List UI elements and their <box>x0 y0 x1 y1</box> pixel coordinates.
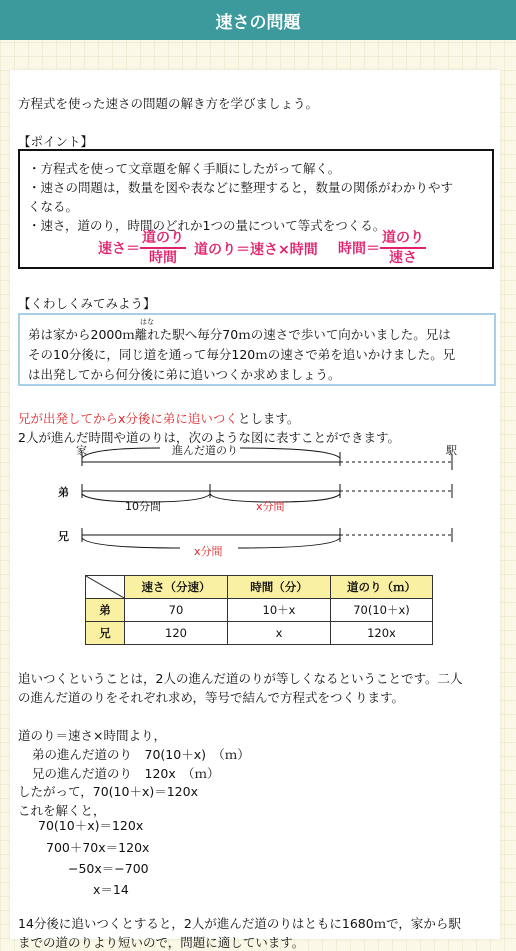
ruby-text: はな <box>140 318 154 326</box>
label-elder: 兄 <box>58 530 69 543</box>
assumption-rest: とします。 <box>237 411 300 426</box>
assumption-highlight: 兄が出発してからx分後に弟に追いつく <box>18 411 238 426</box>
point-line: くなる。 <box>28 199 79 214</box>
formula-time <box>338 229 426 267</box>
conclusion-line: 14分後に追いつくとすると，2人が進んだ道のりはともに1680ｍで，家から駅 <box>18 916 461 931</box>
table-row <box>86 622 433 645</box>
solution-line: 弟の進んだ道のり 70(10＋x) （ｍ） <box>32 747 250 762</box>
table-cell: 弟 <box>86 599 125 622</box>
table-header: 道のり（ｍ） <box>331 576 433 599</box>
solution-line: これを解くと， <box>18 803 106 818</box>
label-home: 家 <box>76 444 87 457</box>
label-10min: 10分間 <box>125 500 161 513</box>
intro-text: 方程式を使った速さの問題の解き方を学びましょう。 <box>18 96 319 111</box>
solution-line: したがって，70(10＋x)＝120x <box>18 784 198 799</box>
formula-time-den: 速さ <box>389 250 417 266</box>
point-line: ・速さの問題は，数量を図や表などに整理すると，数量の関係がわかりやす <box>28 180 454 195</box>
detail-heading: 【くわしくみてみよう】 <box>18 296 156 311</box>
table-cell: 120x <box>331 622 433 645</box>
problem-line: は出発してから何分後に弟に追いつくか求めましょう。 <box>28 367 341 382</box>
diagram-intro: 2人が進んだ時間や道のりは，次のような図に表すことができます。 <box>18 430 400 445</box>
table-header-row <box>86 576 433 599</box>
formula-speed-num: 道のり <box>140 229 186 249</box>
explain-line: の進んだ道のりをそれぞれ求め，等号で結んで方程式をつくります。 <box>18 690 405 705</box>
page-header <box>0 0 516 40</box>
label-elder-xmin: x分間 <box>194 545 223 558</box>
table-header: 速さ（分速） <box>125 576 228 599</box>
point-box <box>18 149 494 269</box>
table-cell: 10＋x <box>228 599 331 622</box>
assumption-line <box>18 409 299 427</box>
solution-line: 兄の進んだ道のり 120x （ｍ） <box>32 766 220 781</box>
table-corner <box>86 576 125 599</box>
table-cell: x <box>228 622 331 645</box>
point-line: ・方程式を使って文章題を解く手順にしたがって解く。 <box>28 161 341 176</box>
equation-step: 70(10＋x)＝120x <box>38 818 144 833</box>
point-line: ・速さ，道のり，時間のどれか1つの量について等式をつくる。 <box>28 218 386 233</box>
point-heading: 【ポイント】 <box>18 134 94 149</box>
solution-line: 道のり＝速さ×時間より， <box>18 728 166 743</box>
younger-braces <box>82 494 340 502</box>
conclusion-line: までの道のりより短いので，問題に適しています。 <box>18 935 305 950</box>
speed-table <box>85 575 433 645</box>
table-header: 時間（分） <box>228 576 331 599</box>
table-cell: 120 <box>125 622 228 645</box>
formula-time-num: 道のり <box>380 229 426 249</box>
table-cell: 70(10＋x) <box>331 599 433 622</box>
page-title: 速さの問題 <box>215 12 301 33</box>
formula-distance: 道のり＝速さ×時間 <box>194 242 318 258</box>
problem-line: その10分後に，同じ道を通って毎分120ｍの速さで弟を追いかけました。兄 <box>28 347 456 362</box>
equation-step: 700＋70x＝120x <box>46 840 150 855</box>
equation-step: −50x＝−700 <box>68 861 149 876</box>
table-row <box>86 599 433 622</box>
table-cell: 兄 <box>86 622 125 645</box>
formula-speed-den: 時間 <box>149 250 177 266</box>
equation-step: x＝14 <box>93 882 129 897</box>
table-cell: 70 <box>125 599 228 622</box>
label-younger-xmin: x分間 <box>256 500 285 513</box>
label-younger: 弟 <box>58 486 69 499</box>
label-station: 駅 <box>446 444 457 457</box>
problem-line: 弟は家から2000ｍ離れた駅へ毎分70ｍの速さで歩いて向かいました。兄は <box>28 327 451 342</box>
formula-speed-lhs: 速さ＝ <box>98 241 140 257</box>
problem-box <box>18 313 496 386</box>
label-walked: 進んだ道のり <box>172 444 238 457</box>
explain-line: 追いつくということは，2人の進んだ道のりが等しくなるということです。二人 <box>18 671 463 686</box>
formula-speed <box>98 229 186 267</box>
formula-time-lhs: 時間＝ <box>338 241 380 257</box>
